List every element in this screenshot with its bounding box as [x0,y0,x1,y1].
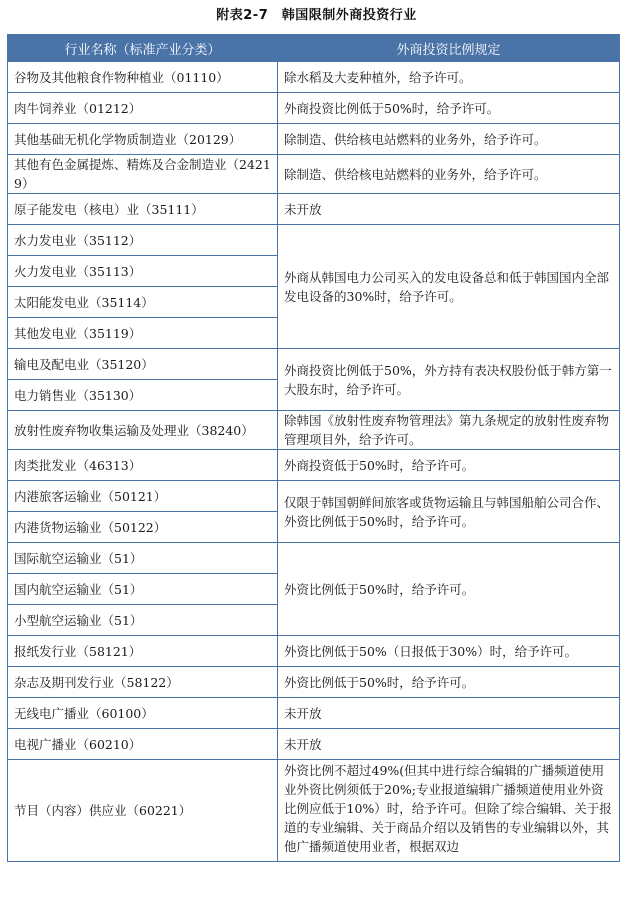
table-header-row [8,35,620,62]
rule-cell: 除制造、供给核电站燃料的业务外，给予许可。 [278,124,620,155]
table-row [8,667,620,698]
table-row [8,155,620,194]
industry-cell: 内港货物运输业（50122） [8,512,278,543]
industry-cell: 国内航空运输业（51） [8,574,278,605]
table-row [8,636,620,667]
table-row [8,194,620,225]
industry-cell: 肉类批发业（46313） [8,450,278,481]
industry-cell: 原子能发电（核电）业（35111） [8,194,278,225]
rule-cell: 仅限于韩国朝鲜间旅客或货物运输且与韩国船舶公司合作、外资比例低于50%时，给予许可。 [278,481,620,543]
industry-cell: 杂志及期刊发行业（58122） [8,667,278,698]
header-rule: 外商投资比例规定 [278,35,620,62]
industry-cell: 太阳能发电业（35114） [8,287,278,318]
industry-cell: 内港旅客运输业（50121） [8,481,278,512]
table-row [8,124,620,155]
table-row [8,729,620,760]
rule-cell: 外商从韩国电力公司买入的发电设备总和低于韩国国内全部发电设备的30%时，给予许可。 [278,225,620,349]
rule-cell: 外商投资比例低于50%，外方持有表决权股份低于韩方第一大股东时，给予许可。 [278,349,620,411]
industry-cell: 肉牛饲养业（01212） [8,93,278,124]
table-row [8,225,620,256]
industry-cell: 放射性废弃物收集运输及处理业（38240） [8,411,278,450]
restricted-industries-table [7,34,620,862]
industry-cell: 电力销售业（35130） [8,380,278,411]
industry-cell: 其他发电业（35119） [8,318,278,349]
table-title: 附表2-7 韩国限制外商投资行业 [216,8,417,23]
rule-cell: 除制造、供给核电站燃料的业务外，给予许可。 [278,155,620,194]
industry-cell: 火力发电业（35113） [8,256,278,287]
rule-cell: 未开放 [278,698,620,729]
industry-cell: 其他基础无机化学物质制造业（20129） [8,124,278,155]
rule-cell: 外资比例低于50%（日报低于30%）时，给予许可。 [278,636,620,667]
industry-cell: 国际航空运输业（51） [8,543,278,574]
industry-cell: 谷物及其他粮食作物种植业（01110） [8,62,278,93]
industry-cell: 其他有色金属提炼、精炼及合金制造业（24219） [8,155,278,194]
table-row [8,349,620,380]
industry-cell: 水力发电业（35112） [8,225,278,256]
table-row [8,93,620,124]
header-industry: 行业名称（标准产业分类） [8,35,278,62]
table-row [8,62,620,93]
table-row [8,760,620,862]
industry-cell: 报纸发行业（58121） [8,636,278,667]
table-row [8,411,620,450]
industry-cell: 节目（内容）供应业（60221） [8,760,278,862]
rule-cell: 除水稻及大麦种植外，给予许可。 [278,62,620,93]
rule-cell: 外商投资比例低于50%时，给予许可。 [278,93,620,124]
table-row [8,698,620,729]
table-row [8,543,620,574]
table-row [8,450,620,481]
rule-cell: 外资比例低于50%时，给予许可。 [278,543,620,636]
rule-cell: 除韩国《放射性废弃物管理法》第九条规定的放射性废弃物管理项目外，给予许可。 [278,411,620,450]
industry-cell: 输电及配电业（35120） [8,349,278,380]
rule-cell: 未开放 [278,194,620,225]
table-row [8,481,620,512]
industry-cell: 电视广播业（60210） [8,729,278,760]
industry-cell: 小型航空运输业（51） [8,605,278,636]
rule-cell: 外商投资低于50%时，给予许可。 [278,450,620,481]
industry-cell: 无线电广播业（60100） [8,698,278,729]
rule-cell: 外资比例低于50%时，给予许可。 [278,667,620,698]
rule-cell: 外资比例不超过49%(但其中进行综合编辑的广播频道使用业外资比例须低于20%;专业报道编辑广播频道使用业外资比例应低于10%）时，给予许可。但除了综合编辑、关于报道的专业编辑、关于商品介绍以及销售的专业编辑以外，其他广播频道使用业者，根据双边 [278,760,620,862]
rule-cell: 未开放 [278,729,620,760]
